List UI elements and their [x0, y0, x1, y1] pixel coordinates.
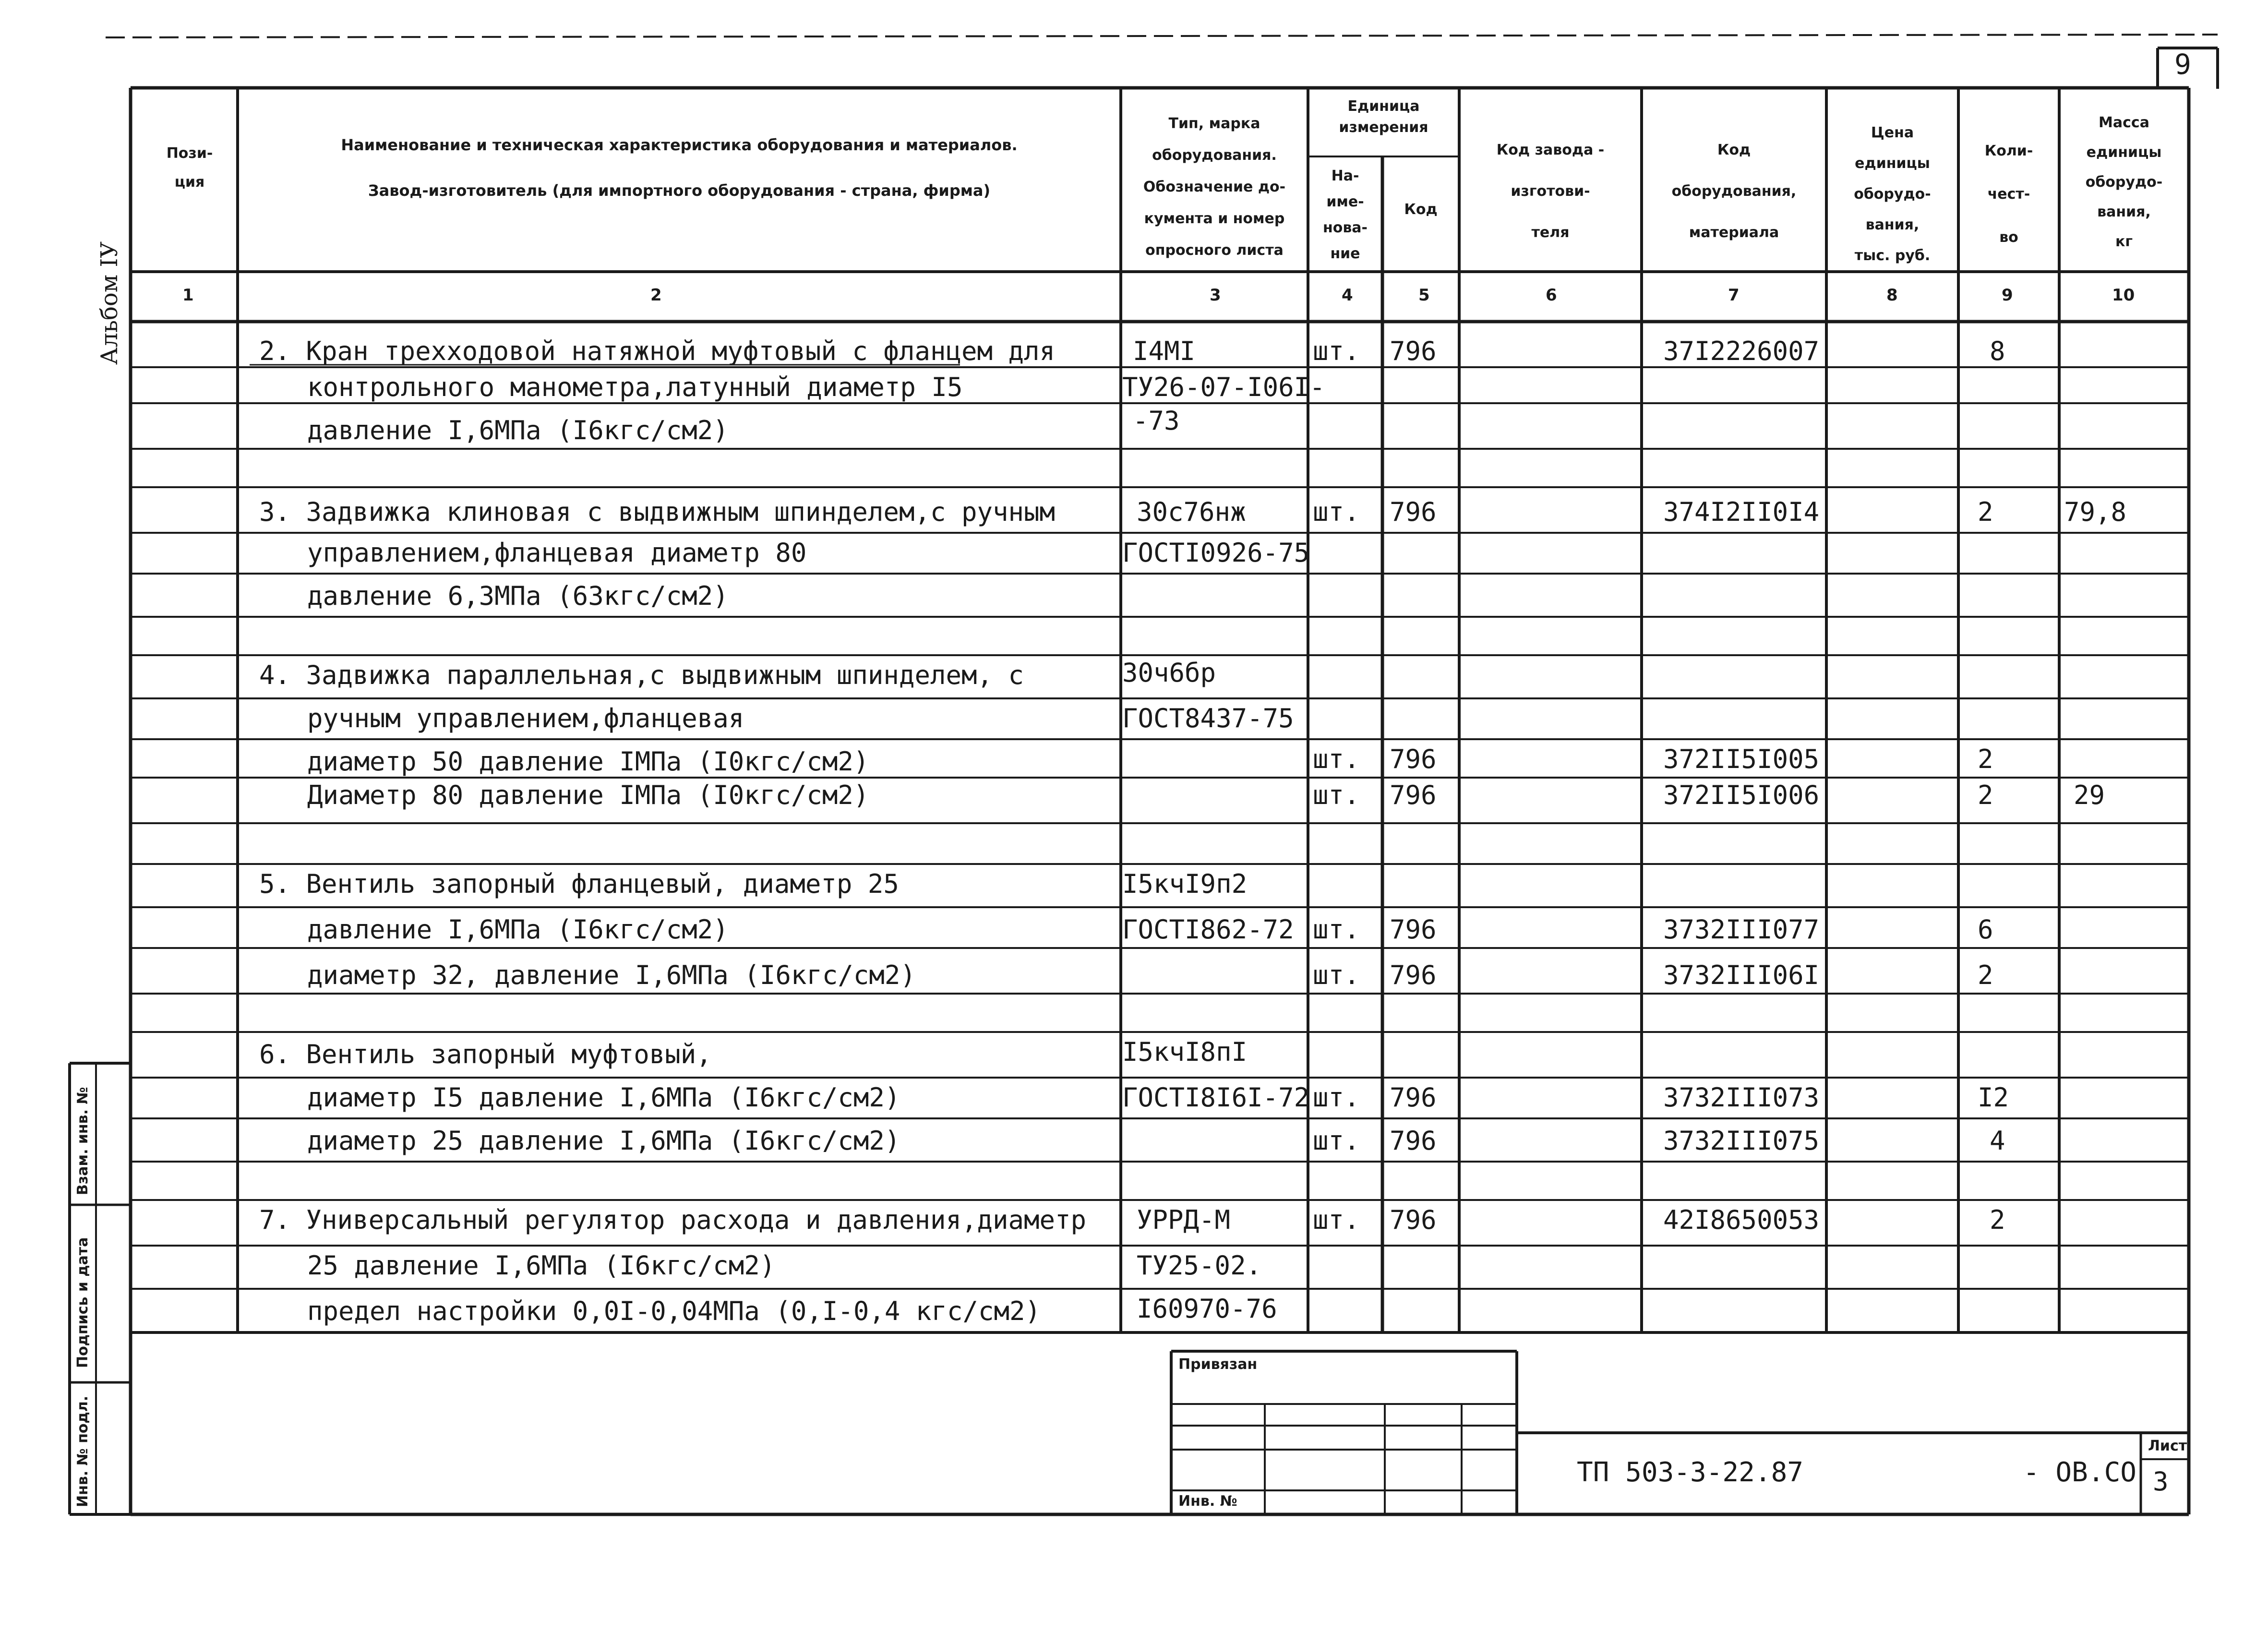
header-position: Пози- ция	[166, 145, 213, 191]
column-number: 5	[1418, 286, 1430, 305]
row-unit: шт.	[1313, 1082, 1360, 1113]
row-name: предел настройки 0,0I-0,04МПа (0,I-0,4 кгс/см2)	[307, 1296, 1041, 1326]
header-unit-price: Цена единицы оборудо- вания, тыс. руб.	[1854, 124, 1931, 264]
row-type: ТУ25-02.	[1137, 1250, 1262, 1281]
row-qty: 2	[1978, 960, 1993, 990]
header-unit-name: На- име- нова- ние	[1322, 168, 1368, 262]
header-unit-group: Единица измерения	[1339, 98, 1428, 136]
row-type: ГОСТ8437-75	[1122, 703, 1294, 733]
row-unit: шт.	[1313, 1205, 1360, 1235]
title-privyazan: Привязан	[1178, 1356, 1258, 1373]
header-name-line1: Наименование и техническая характеристика оборудования и материалов.	[341, 136, 1018, 154]
row-name: диаметр I5 давление I,6МПа (I6кгс/см2)	[307, 1082, 900, 1113]
row-type: I5кчI9п2	[1122, 869, 1248, 899]
row-type: УРРД-М	[1137, 1205, 1231, 1235]
row-name: 6. Вентиль запорный муфтовый,	[259, 1039, 712, 1069]
row-name: 5. Вентиль запорный фланцевый, диаметр 25	[259, 869, 899, 899]
title-inv-no: Инв. №	[1178, 1493, 1237, 1510]
row-type: 30с76нж	[1137, 497, 1246, 527]
row-unit: шт.	[1313, 1126, 1360, 1156]
row-type: -73	[1133, 406, 1180, 436]
column-number: 1	[182, 286, 194, 305]
row-type: I4MI	[1133, 336, 1196, 366]
row-code: 796	[1390, 1082, 1437, 1113]
row-equip-code: 37I2226007	[1663, 336, 1820, 366]
row-mass: 79,8	[2064, 497, 2127, 527]
row-code: 796	[1390, 336, 1437, 366]
row-qty: 2	[1978, 497, 1993, 527]
document-suffix: - ОВ.СО	[2023, 1457, 2137, 1488]
column-number: 2	[650, 286, 662, 305]
row-name: управлением,фланцевая диаметр 80	[307, 538, 807, 568]
row-name: диаметр 50 давление IМПа (I0кгс/см2)	[307, 746, 869, 777]
row-type: ТУ26-07-I06I-	[1122, 372, 1325, 402]
row-equip-code: 3732III073	[1663, 1082, 1820, 1113]
row-unit: шт.	[1313, 497, 1360, 527]
row-name: 4. Задвижка параллельная,с выдвижным шпинделем, с	[259, 660, 1024, 690]
row-code: 796	[1390, 744, 1437, 774]
row-name: 7. Универсальный регулятор расхода и давления,диаметр	[259, 1205, 1087, 1235]
row-unit: шт.	[1313, 960, 1360, 990]
row-code: 796	[1390, 914, 1437, 945]
stamp-inv-podl: Инв. № подл.	[74, 1395, 91, 1507]
sheet-number: 3	[2153, 1466, 2169, 1497]
row-unit: шт.	[1313, 780, 1360, 810]
row-type: I60970-76	[1137, 1294, 1277, 1324]
header-quantity: Коли- чест- во	[1984, 143, 2033, 246]
row-type: ГОСТI8I6I-72	[1122, 1082, 1310, 1113]
row-unit: шт.	[1313, 914, 1360, 945]
row-qty: I2	[1978, 1082, 2009, 1113]
row-qty: 2	[1990, 1205, 2005, 1235]
row-name: давление I,6МПа (I6кгс/см2)	[307, 914, 729, 945]
row-code: 796	[1390, 960, 1437, 990]
header-factory-code: Код завода - изготови- теля	[1496, 142, 1605, 241]
row-type: I5кчI8пI	[1122, 1037, 1248, 1067]
column-number: 6	[1546, 286, 1557, 305]
album-label: Альбом IУ	[96, 241, 123, 365]
row-equip-code: 374I2II0I4	[1663, 497, 1820, 527]
row-unit: шт.	[1313, 336, 1360, 366]
column-number: 8	[1886, 286, 1898, 305]
header-unit-code: Код	[1404, 201, 1438, 218]
row-code: 796	[1390, 1126, 1437, 1156]
column-number: 10	[2112, 286, 2135, 305]
row-code: 796	[1390, 780, 1437, 810]
row-unit: шт.	[1313, 744, 1360, 774]
row-name: Диаметр 80 давление IМПа (I0кгс/см2)	[307, 780, 869, 810]
header-equipment-code: Код оборудования, материала	[1671, 142, 1797, 241]
row-equip-code: 372II5I006	[1663, 780, 1820, 810]
document-code: ТП 503-3-22.87	[1577, 1457, 1804, 1488]
header-name-line2: Завод-изготовитель (для импортного оборудования - страна, фирма)	[368, 181, 991, 200]
row-equip-code: 3732III075	[1663, 1126, 1820, 1156]
row-type: ГОСТI0926-75	[1122, 538, 1310, 568]
row-name: давление I,6МПа (I6кгс/см2)	[307, 415, 729, 445]
row-name: контрольного манометра,латунный диаметр I5	[307, 372, 963, 402]
row-code: 796	[1390, 1205, 1437, 1235]
stamp-vzam-inv: Взам. инв. №	[74, 1087, 91, 1195]
row-qty: 2	[1978, 780, 1993, 810]
row-type: 30ч6бр	[1122, 658, 1216, 688]
column-number: 4	[1342, 286, 1353, 305]
stamp-signature-date: Подпись и дата	[74, 1237, 91, 1368]
row-equip-code: 372II5I005	[1663, 744, 1820, 774]
column-number: 3	[1210, 286, 1221, 305]
row-mass: 29	[2074, 780, 2105, 810]
column-number: 9	[2002, 286, 2013, 305]
sheet-label: Лист	[2148, 1438, 2187, 1454]
row-equip-code: 3732III06I	[1663, 960, 1820, 990]
row-type: ГОСТI862-72	[1122, 914, 1294, 945]
row-qty: 4	[1990, 1126, 2005, 1156]
header-type: Тип, марка оборудования. Обозначение до- кумента и номер опросного листа	[1143, 115, 1286, 259]
row-qty: 6	[1978, 914, 1993, 945]
row-name: 2. Кран трехходовой натяжной муфтовый с фланцем для	[259, 336, 1056, 366]
row-qty: 8	[1990, 336, 2005, 366]
row-equip-code: 42I8650053	[1663, 1205, 1820, 1235]
row-name: давление 6,3МПа (63кгс/см2)	[307, 581, 729, 611]
column-number: 7	[1728, 286, 1740, 305]
row-name: ручным управлением,фланцевая	[307, 703, 744, 733]
row-code: 796	[1390, 497, 1437, 527]
row-equip-code: 3732III077	[1663, 914, 1820, 945]
header-unit-mass: Масса единицы оборудо- вания, кг	[2085, 114, 2163, 250]
sheet-corner-number: 9	[2174, 48, 2191, 81]
row-name: диаметр 32, давление I,6МПа (I6кгс/см2)	[307, 960, 916, 990]
row-name: диаметр 25 давление I,6МПа (I6кгс/см2)	[307, 1126, 900, 1156]
row-name: 3. Задвижка клиновая с выдвижным шпинделем,с ручным	[259, 497, 1056, 527]
row-name: 25 давление I,6МПа (I6кгс/см2)	[307, 1250, 776, 1281]
row-qty: 2	[1978, 744, 1993, 774]
